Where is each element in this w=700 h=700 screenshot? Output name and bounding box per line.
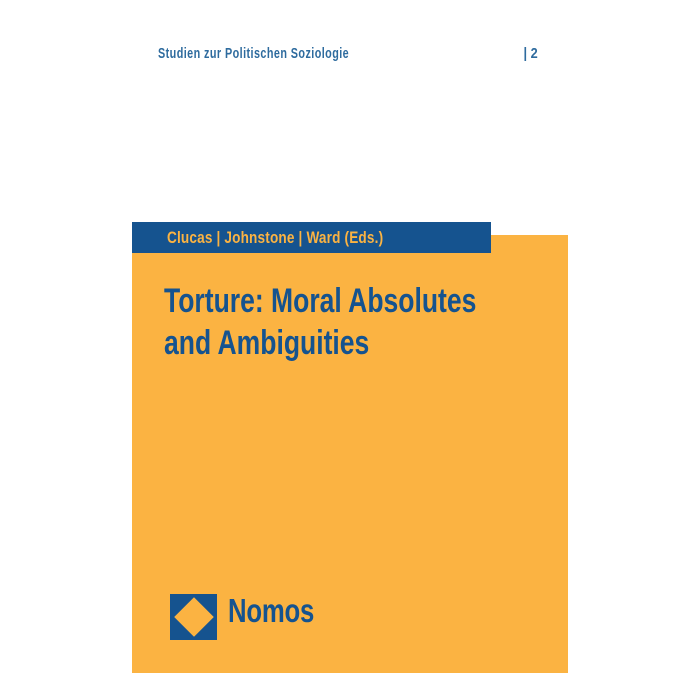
book-title-line-2: and Ambiguities <box>164 324 370 362</box>
publisher-logo <box>170 594 338 640</box>
series-title: Studien zur Politischen Soziologie <box>158 45 350 62</box>
book-title-line-1: Torture: Moral Absolutes <box>164 282 477 320</box>
series-header <box>158 46 538 62</box>
editors-banner <box>132 222 491 253</box>
publisher-name: Nomos <box>228 592 315 629</box>
nomos-logo-mark <box>170 594 217 640</box>
series-volume-number: | 2 <box>523 45 538 62</box>
diamond-in-square-icon <box>174 597 214 637</box>
editors-names: Clucas | Johnstone | Ward (Eds.) <box>167 227 384 247</box>
book-title <box>164 280 476 364</box>
